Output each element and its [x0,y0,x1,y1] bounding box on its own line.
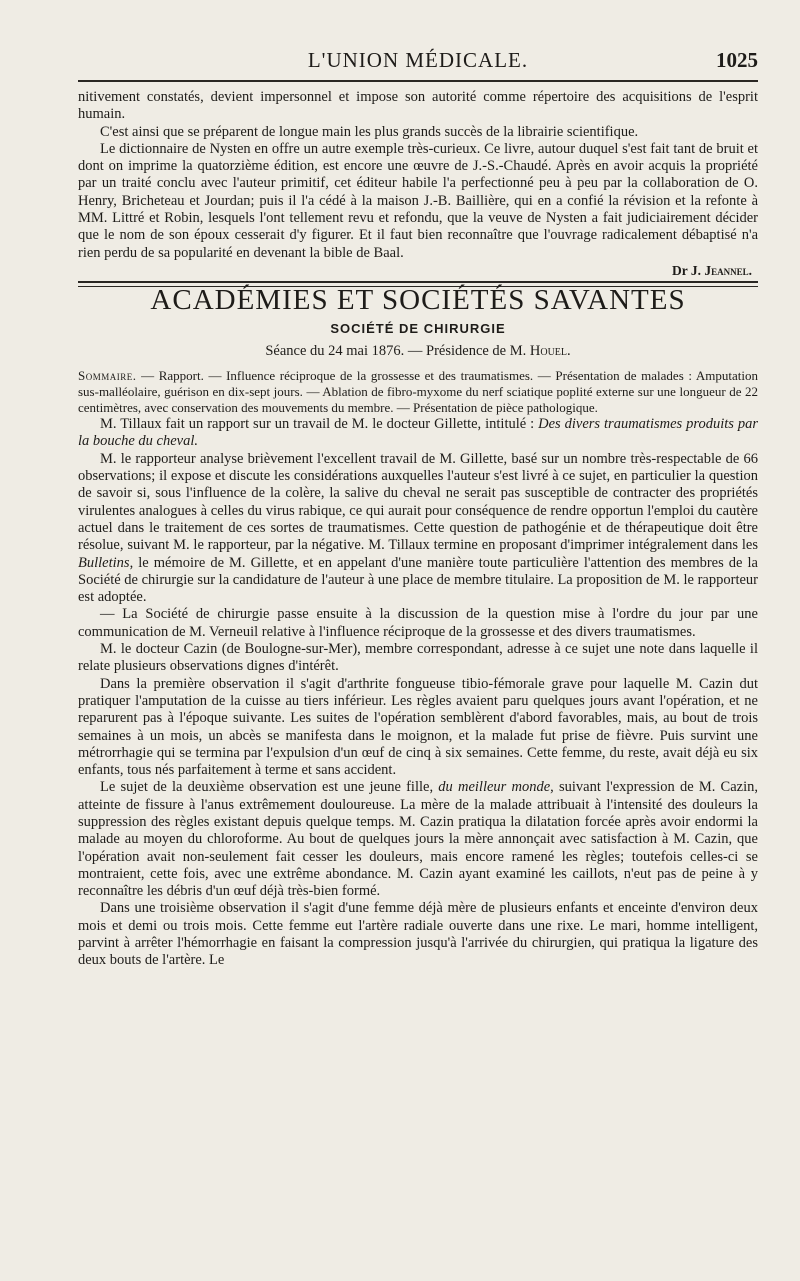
p1-text: M. Tillaux fait un rapport sur un travail de M. le docteur Gillette, intitulé : [100,416,539,433]
signature-prefix: Dr J. [671,262,701,278]
seance-line [78,343,758,360]
running-title: L'UNION MÉDICALE. [307,48,529,72]
society-heading: SOCIÉTÉ DE CHIRURGIE [330,320,506,336]
body-paragraph-5: Dans la première observation il s'agit d'arthrite fongueuse tibio-fémorale grave pour laquelle M. Cazin dut pratiquer l'amputation de la cuisse au tiers inférieur. Les règles avaient paru quelques jours avant l'opération, et ne reparurent pas à l'époque suivante. Les suites de l'opération semblèrent d'abord favorables, mais, au bout de trois semaines à un mois, un abcès se manifesta dans le moignon, et la malade fut prise de fièvre. Puis survint une métrorrhagie qui se termina par l'expulsion d'un œuf de cinq à six semaines. Cette femme, du reste, avait déjà eu six enfants, tous nés parfaitement à terme et sans accident. [78,675,758,779]
seance-text: Séance du 24 mai 1876. — Présidence de M. [265,342,527,359]
intro-paragraph-1: nitivement constatés, devient impersonnel et impose son autorité comme répertoire des acquisitions de l'esprit humain. [78,89,758,123]
p6-text-a: Le sujet de la deuxième observation est une jeune fille, [100,779,439,796]
body-paragraph-6 [78,779,758,900]
summary [78,368,758,416]
p2-text-a: M. le rapporteur analyse brièvement l'excellent travail de M. Gillette, basé sur un nombre très-respectable de 66 observations; il expose et discute les considérations auxquelles l'auteur s'est livré à ce sujet, en particulier la question de savoir si, sous l'influence de la colère, la salive du cheval ne serait pas susceptible de contracter des propriétés virulentes analogues à celles du virus rabique, ce qui aurait pour conséquence de rendre opportun l'emploi du cautère actuel dans le traitement de ces sortes de traumatismes. Cette question de pathogénie et de thérapeutique doit être résolue, suivant M. le rapporteur, par la négative. M. Tillaux termine en proposant d'imprimer intégralement dans les [78,450,758,554]
p6-quote: du meilleur monde [438,779,551,796]
body-paragraph-2 [78,451,758,607]
summary-label: Sommaire. [78,368,137,384]
section-title: ACADÉMIES ET SOCIÉTÉS SAVANTES [150,284,686,317]
summary-text: — Rapport. — Influence réciproque de la grossesse et des traumatismes. — Présentation de malades : Amputation sus-malléolaire, guérison en dix-sept jours. — Ablation de fibro-myxome du nerf sciatique poplité externe sur une longueur de 22 centimètres, avec conservation des mouvements du membre. — Présentation de pièce pathologique. [78,368,758,416]
page-header [78,48,758,78]
president-name: Houel. [529,342,571,359]
body-paragraph-4: M. le docteur Cazin (de Boulogne-sur-Mer), membre correspondant, adresse à ce sujet une note dans laquelle il relate plusieurs observations dignes d'intérêt. [78,641,758,675]
body-paragraph-7: Dans une troisième observation il s'agit d'une femme déjà mère de plusieurs enfants et enceinte d'environ deux mois et demi ou trois mois. Cette femme eut l'artère radiale ouverte dans une rixe. Le mari, homme intelligent, parvint à arrêter l'hémorrhagie en faisant la compression jusqu'à l'arrivée du chirurgien, qui pratiqua la ligature des deux bouts de l'artère. Le [78,900,758,969]
intro-paragraph-2: C'est ainsi que se préparent de longue main les plus grands succès de la librairie scientifique. [100,123,639,140]
p2-bulletins: Bulletins [78,554,130,571]
p1-work-title: Des divers traumatismes produits par la bouche du cheval. [78,416,758,450]
signature-name: Jeannel. [704,262,752,278]
p6-text-b: , suivant l'expression de M. Cazin, atteinte de fissure à l'anus extrêmement douloureuse. La mère de la malade attribuait à l'intensité des douleurs la suppression des règles existant depuis quelque temps. M. Cazin pratiqua la dilatation forcée après avoir endormi la malade au moyen du chloroforme. Au bout de quelques jours la mère annonçait avec satisfaction à M. Cazin, que l'opération avait non-seulement fait cesser les douleurs, mais encore ramené les règles; toutefois celles-ci se montraient, cette fois, avec une extrême abondance. M. Cazin ayant examiné les caillots, n'eut pas de peine à y reconnaître les débris d'un œuf déjà très-bien formé. [78,779,758,900]
p2-text-b: , le mémoire de M. Gillette, et en appelant d'une manière toute particulière l'attention des membres de la Société de chirurgie sur la candidature de l'auteur à une place de membre titulaire. La proposition de M. le rapporteur est adoptée. [78,554,758,606]
body-paragraph-1 [78,416,758,451]
header-rule [78,80,758,82]
page-number: 1025 [716,48,758,72]
body-paragraph-3: — La Société de chirurgie passe ensuite à la discussion de la question mise à l'ordre du jour par une communication de M. Verneuil relative à l'influence réciproque de la grossesse et des divers traumatismes. [78,606,758,640]
author-signature [78,262,752,279]
intro-paragraph-3: Le dictionnaire de Nysten en offre un autre exemple très-curieux. Ce livre, autour duquel s'est fait tant de bruit et dont on imprime la quatorzième édition, est encore une œuvre de J.-S.-Chaudé. Après en avoir acquis la propriété par un traité conclu avec l'auteur primitif, cet éditeur habile l'a perfectionné peu à peu par la collaboration de O. Henry, Bricheteau et Jourdan; puis il l'a cédé à la maison J.-B. Baillière, qui en a confié la révision et la refonte à MM. Littré et Robin, lesquels l'ont tellement revu et refondu, que la veuve de Nysten a fait judiciairement décider que le nom de son époux cesserait d'y figurer. Et il faut bien reconnaître que l'ouvrage radicalement débaptisé n'a rien perdu de sa popularité en devenant la bible de Baal. [78,140,758,261]
page-content [78,89,758,970]
